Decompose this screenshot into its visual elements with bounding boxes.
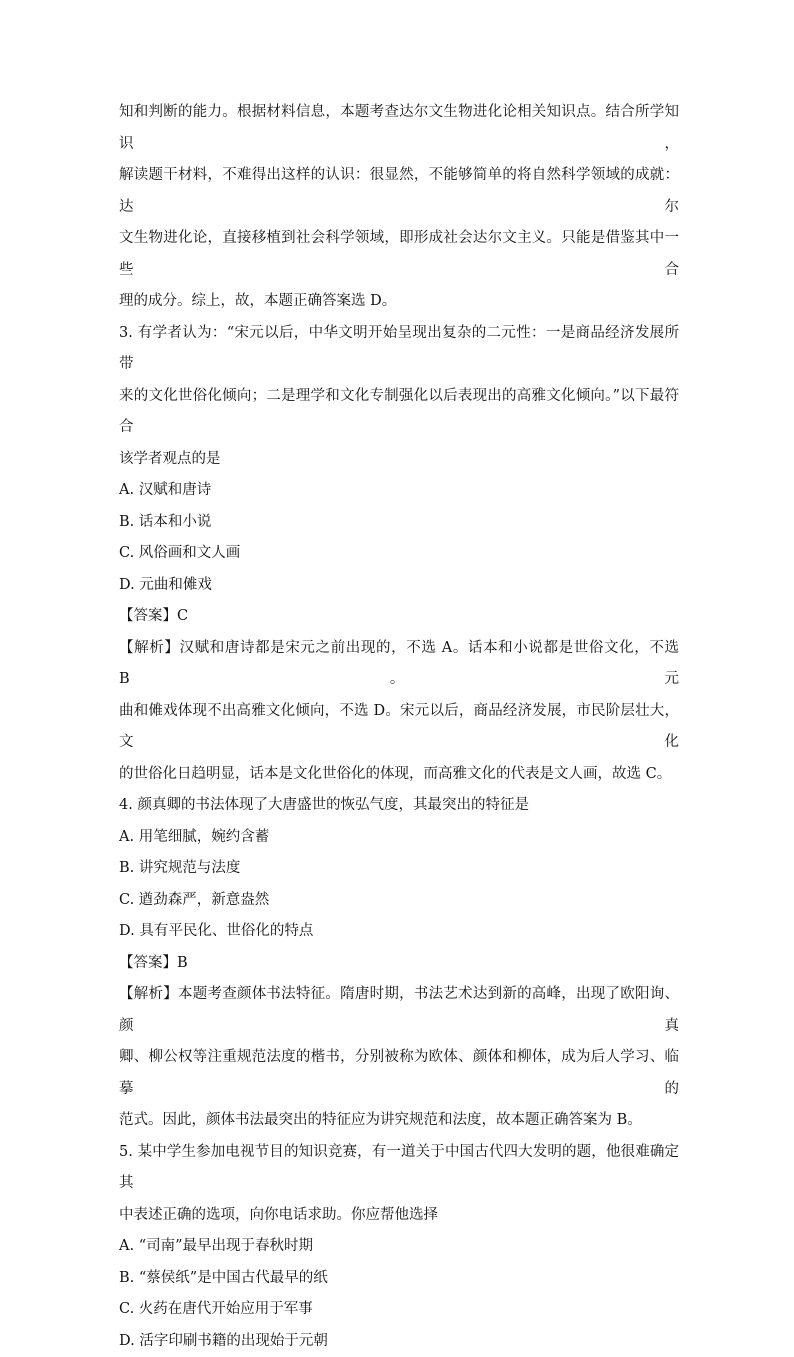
- question-3-answer: 【答案】C: [119, 601, 679, 633]
- question-4-analysis: 范式。因此，颜体书法最突出的特征应为讲究规范和法度，故本题正确答案为 B。: [119, 1105, 679, 1137]
- question-4-analysis: 【解析】本题考查颜体书法特征。隋唐时期，书法艺术达到新的高峰，出现了欧阳询、颜真: [119, 979, 679, 1042]
- question-3-option-c: C. 风俗画和文人画: [119, 538, 679, 570]
- question-5-option-a: A. “司南”最早出现于春秋时期: [119, 1231, 679, 1263]
- question-4-answer: 【答案】B: [119, 948, 679, 980]
- question-3-stem: 3. 有学者认为：“宋元以后，中华文明开始呈现出复杂的二元性：一是商品经济发展所带: [119, 318, 679, 381]
- question-3-option-d: D. 元曲和傩戏: [119, 570, 679, 602]
- question-3-analysis: 曲和傩戏体现不出高雅文化倾向，不选 D。宋元以后，商品经济发展，市民阶层壮大，文化: [119, 696, 679, 759]
- intro-line: 理的成分。综上，故，本题正确答案选 D。: [119, 286, 679, 318]
- question-3-analysis: 的世俗化日趋明显，话本是文化世俗化的体现，而高雅文化的代表是文人画，故选 C。: [119, 759, 679, 791]
- question-4-option-a: A. 用笔细腻，婉约含蓄: [119, 822, 679, 854]
- question-5-option-d: D. 活字印刷书籍的出现始于元朝: [119, 1326, 679, 1357]
- question-5-option-b: B. “蔡侯纸”是中国古代最早的纸: [119, 1263, 679, 1295]
- question-5-stem: 5. 某中学生参加电视节目的知识竞赛，有一道关于中国古代四大发明的题，他很难确定其: [119, 1137, 679, 1200]
- question-3-stem: 来的文化世俗化倾向；二是理学和文化专制强化以后表现出的高雅文化倾向。”以下最符合: [119, 381, 679, 444]
- question-3-analysis: 【解析】汉赋和唐诗都是宋元之前出现的，不选 A。话本和小说都是世俗文化，不选 B。元: [119, 633, 679, 696]
- question-3-option-b: B. 话本和小说: [119, 507, 679, 539]
- question-4-analysis: 卿、柳公权等注重规范法度的楷书，分别被称为欧体、颜体和柳体，成为后人学习、临摹的: [119, 1042, 679, 1105]
- intro-line: 解读题干材料，不难得出这样的认识：很显然，不能够简单的将自然科学领域的成就：达尔: [119, 160, 679, 223]
- question-4-option-b: B. 讲究规范与法度: [119, 853, 679, 885]
- question-3-option-a: A. 汉赋和唐诗: [119, 475, 679, 507]
- document-page: [119, 97, 679, 1357]
- question-3-stem: 该学者观点的是: [119, 444, 679, 476]
- question-5-stem: 中表述正确的选项，向你电话求助。你应帮他选择: [119, 1200, 679, 1232]
- intro-line: 知和判断的能力。根据材料信息，本题考查达尔文生物进化论相关知识点。结合所学知识，: [119, 97, 679, 160]
- question-4-option-d: D. 具有平民化、世俗化的特点: [119, 916, 679, 948]
- question-4-stem: 4. 颜真卿的书法体现了大唐盛世的恢弘气度，其最突出的特征是: [119, 790, 679, 822]
- question-4-option-c: C. 遒劲森严，新意盎然: [119, 885, 679, 917]
- question-5-option-c: C. 火药在唐代开始应用于军事: [119, 1294, 679, 1326]
- intro-line: 文生物进化论，直接移植到社会科学领域，即形成社会达尔文主义。只能是借鉴其中一些合: [119, 223, 679, 286]
